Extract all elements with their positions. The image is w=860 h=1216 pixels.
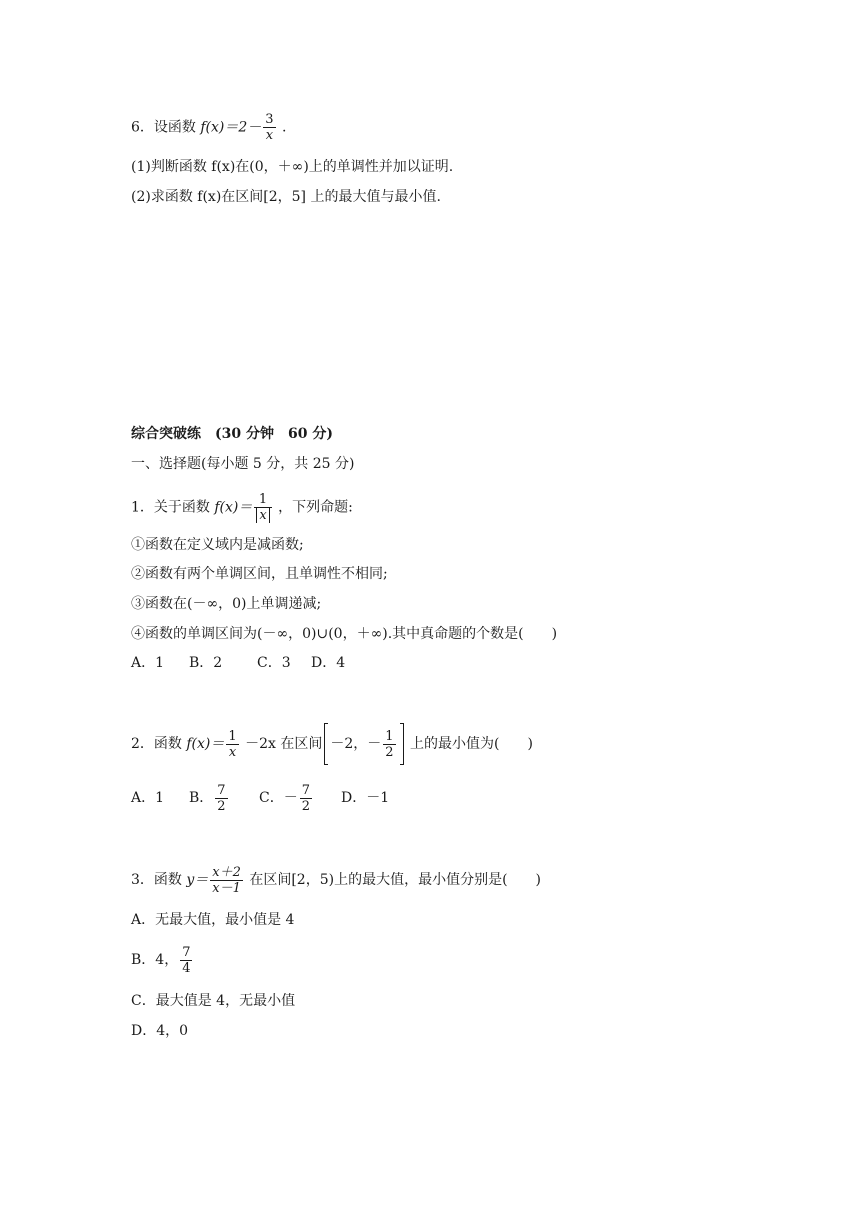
q2-interval-fraction [383,729,395,760]
q3-frac-num: x＋2 [212,864,241,880]
q2-mid: －2x 在区间 [240,736,323,752]
q1-item-3: ③函数在(－∞，0)上单调递减; [131,596,322,612]
q2-option-c-label: C．－ [259,790,298,806]
q6-stem-prefix: 6．设函数 [131,119,201,136]
section-title: 综合突破练 (30 分钟 60 分) [131,426,333,442]
q2-stem-prefix: 2．函数 [131,736,187,752]
q2-option-b-den: 2 [217,798,226,814]
q1-frac-num: 1 [258,492,268,507]
q1-stem-suffix: ，下列命题: [273,499,353,516]
q2-function: f(x)＝ [186,736,225,752]
q2-interval-num: 1 [385,728,394,744]
q3-option-a[interactable]: A．无最大值，最小值是 4 [131,912,295,928]
q2-option-a[interactable]: A．1 [131,790,165,806]
q6-stem-suffix: . [277,119,287,136]
q1-option-b[interactable]: B．2 [189,655,223,671]
q1-option-d[interactable]: D．4 [311,655,346,671]
q3-stem-prefix: 3．函数 [131,872,187,888]
q6-part1: (1)判断函数 f(x)在(0，＋∞)上的单调性并加以证明. [131,159,454,175]
q1-item-4: ④函数的单调区间为(－∞，0)∪(0，＋∞).其中真命题的个数是( ) [131,626,558,642]
q2-fraction [226,729,238,760]
q2-stem [131,722,533,766]
q3-option-d[interactable]: D．4，0 [131,1023,189,1039]
q1-stem-prefix: 1．关于函数 [131,499,215,516]
q1-option-c[interactable]: C．3 [257,655,291,671]
q2-stem-suffix: 上的最小值为( ) [405,736,533,752]
q6-function: f(x)＝2－ [200,119,262,136]
q1-option-a[interactable]: A．1 [131,655,165,671]
q6-frac-num: 3 [265,112,274,127]
q2-option-c-fraction [300,783,312,814]
q3-option-b-label: B．4， [131,952,179,968]
q3-frac-den: x－1 [212,880,241,896]
q6-stem [131,112,286,143]
q3-option-b-den: 4 [182,960,191,976]
q1-function: f(x)＝ [214,499,253,516]
q2-option-c[interactable] [259,780,341,816]
q1-fraction [254,492,271,523]
q2-frac-num: 1 [228,728,237,744]
q3-option-b[interactable] [131,942,194,978]
q3-option-b-num: 7 [182,944,191,960]
q6-frac-den: x [263,127,275,143]
q3-option-c[interactable]: C．最大值是 4，无最小值 [131,993,296,1009]
q3-stem [131,860,541,900]
q2-interval-den: 2 [385,744,394,760]
q1-item-1: ①函数在定义域内是减函数; [131,537,304,553]
q1-stem [131,492,353,523]
q2-frac-den: x [226,744,238,760]
q2-option-c-num: 7 [301,782,310,798]
q3-fraction [210,865,243,896]
q3-option-b-fraction [180,945,192,976]
q1-item-2: ②函数有两个单调区间，且单调性不相同; [131,566,388,582]
q2-option-d[interactable]: D．－1 [341,790,390,806]
section-subtitle: 一、选择题(每小题 5 分，共 25 分) [131,456,355,472]
q2-option-b-label: B． [189,790,214,806]
q1-options [131,653,345,673]
q2-left-bracket [324,723,328,765]
q1-frac-den: x [256,508,269,523]
q6-part2: (2)求函数 f(x)在区间[2，5] 上的最大值与最小值. [131,189,441,205]
q2-interval-left: －2，－ [330,736,382,752]
q2-option-b-fraction [215,783,227,814]
q2-option-b-num: 7 [217,782,226,798]
q2-option-b[interactable] [189,780,259,816]
q2-options [131,780,389,816]
q2-right-bracket [400,723,404,765]
q2-option-c-den: 2 [301,798,310,814]
q3-stem-suffix: 在区间[2，5)上的最大值，最小值分别是( ) [244,872,542,888]
q6-fraction [263,112,275,143]
q3-function: y＝ [186,872,209,888]
